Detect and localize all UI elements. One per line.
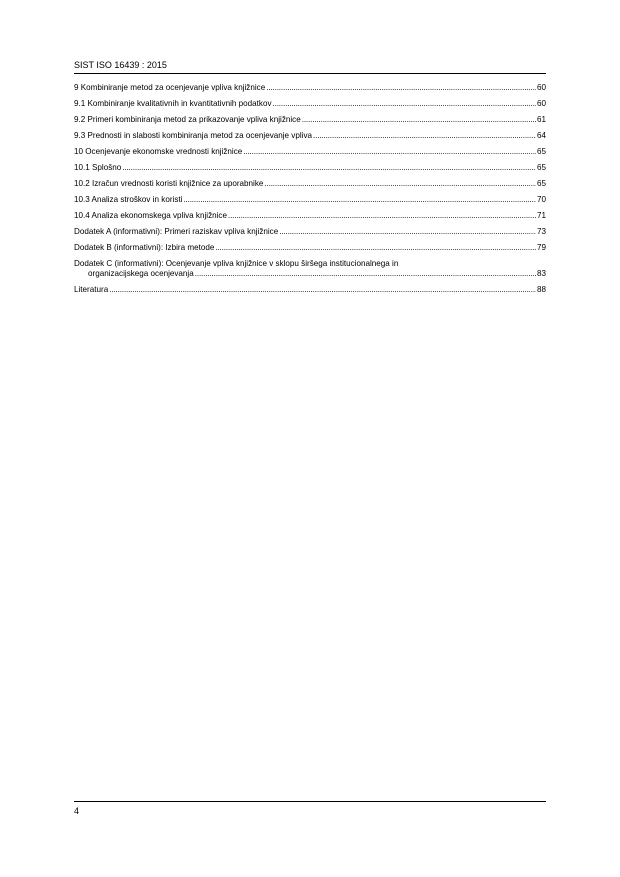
toc-entry[interactable]	[74, 285, 546, 295]
toc-entry-title: 10.4 Analiza ekonomskega vpliva knjižnice	[74, 211, 227, 220]
toc-entry-title: 9 Kombiniranje metod za ocenjevanje vpliva knjižnice	[74, 83, 266, 92]
toc-leader-dots	[243, 147, 536, 157]
toc-leader-dots	[266, 83, 536, 93]
toc-entry-page: 64	[536, 131, 546, 140]
toc-entry-title: Dodatek A (informativni): Primeri raziskav vpliva knjižnice	[74, 227, 279, 236]
toc-entry-page: 60	[536, 83, 546, 92]
footer-divider	[74, 801, 546, 802]
toc-entry[interactable]	[74, 227, 546, 237]
toc-entry[interactable]	[74, 147, 546, 157]
toc-leader-dots	[195, 269, 536, 279]
toc-entry-title: 9.2 Primeri kombiniranja metod za prikazovanje vpliva knjižnice	[74, 115, 301, 124]
toc-leader-dots	[302, 115, 536, 125]
table-of-contents	[74, 83, 546, 301]
toc-entry-page: 79	[536, 243, 546, 252]
toc-entry[interactable]	[74, 163, 546, 173]
toc-leader-dots	[313, 131, 536, 141]
toc-entry-title: 10.1 Splošno	[74, 163, 122, 172]
toc-leader-dots	[228, 211, 536, 221]
page-number: 4	[74, 806, 80, 816]
page-header: SIST ISO 16439 : 2015	[74, 60, 167, 70]
toc-entry-title: 9.1 Kombiniranje kvalitativnih in kvantitativnih podatkov	[74, 99, 272, 108]
toc-entry[interactable]	[74, 83, 546, 93]
toc-entry-title: 10.3 Analiza stroškov in koristi	[74, 195, 183, 204]
toc-leader-dots	[279, 227, 536, 237]
toc-entry-page: 88	[536, 285, 546, 294]
toc-leader-dots	[122, 163, 536, 173]
toc-entry[interactable]	[74, 115, 546, 125]
toc-entry-title: 9.3 Prednosti in slabosti kombiniranja metod za ocenjevanje vpliva	[74, 131, 312, 140]
toc-entry-page: 65	[536, 179, 546, 188]
toc-leader-dots	[109, 285, 536, 295]
toc-entry[interactable]	[74, 211, 546, 221]
toc-entry[interactable]	[74, 243, 546, 253]
toc-entry-page: 65	[536, 163, 546, 172]
toc-entry-title: 10 Ocenjevanje ekonomske vrednosti knjižnice	[74, 147, 243, 156]
toc-leader-dots	[215, 243, 536, 253]
toc-entry-title: Literatura	[74, 285, 109, 294]
toc-entry-page: 83	[536, 269, 546, 278]
toc-entry-title: Dodatek B (informativni): Izbira metode	[74, 243, 215, 252]
toc-leader-dots	[264, 179, 536, 189]
toc-entry-title: 10.2 Izračun vrednosti koristi knjižnice za uporabnike	[74, 179, 264, 188]
toc-entry-title-continued: organizacijskega ocenjevanja	[88, 269, 194, 278]
toc-entry[interactable]	[74, 259, 546, 279]
toc-leader-dots	[183, 195, 536, 205]
toc-entry-page: 71	[536, 211, 546, 220]
toc-entry[interactable]	[74, 179, 546, 189]
toc-leader-dots	[273, 99, 536, 109]
toc-entry-page: 65	[536, 147, 546, 156]
toc-entry-page: 60	[536, 99, 546, 108]
toc-entry[interactable]	[74, 131, 546, 141]
header-divider	[74, 73, 546, 74]
toc-entry[interactable]	[74, 195, 546, 205]
toc-entry-page: 61	[536, 115, 546, 124]
toc-entry-title: Dodatek C (informativni): Ocenjevanje vpliva knjižnice v sklopu širšega institucionalnega in	[74, 259, 399, 268]
toc-entry-page: 70	[536, 195, 546, 204]
toc-entry[interactable]	[74, 99, 546, 109]
toc-entry-page: 73	[536, 227, 546, 236]
